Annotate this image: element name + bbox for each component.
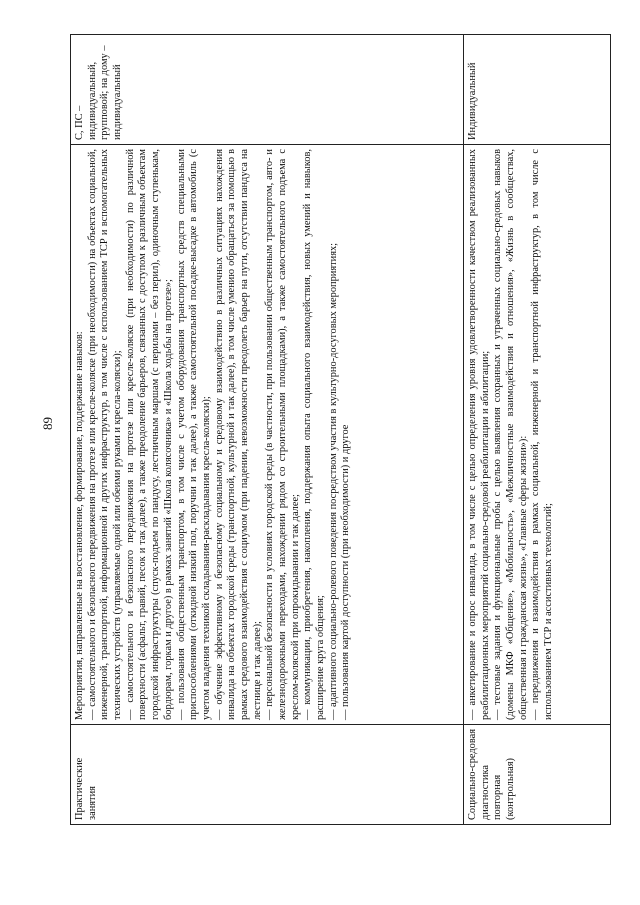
content-line: — коммуникации, приобретения, накопления, поддержания опыта социального взаимодействия, новых умений и навыков, расширение круга общения; (302, 149, 327, 720)
content-cell (71, 145, 464, 725)
content-line: — тестовые задания и функциональные пробы с целью выявления сохранных и утраченных социально-средовых навыков (домены МКФ «Общение», «Мобильность», «Межличностные взаимодействия и отношения», «Жизнь в сообществах, общественная и гражданская жизнь», «Главные сферы жизни»): (492, 149, 529, 720)
content-line: — самостоятельного и безопасного передвижения на протезе или кресле-коляске (при необходимости) по различной поверхности (асфальт, гравий, песок и так далее), а также преодоление барьеров, связанных с доступом к различным объектам городской инфраструктуры (спуск-подъем по пандусу, лестничным маршам (с перилами – без перил), одиночным ступенькам, бордюрам, горкам и другое) в рамках занятий «Школа колясочника» и «Школа ходьбы на протезе»; (124, 149, 174, 720)
content-line: — пользования общественным транспортом, в том числе с учетом оборудования транспортных средств специальными приспособлениями (откидной низкий пол, поручни и так далее), а также самостоятельной посадке-высадке в автомобиль (с учетом владения техникой складывания-раскладывания кресла-коляски); (175, 149, 212, 720)
content-line: — обучение эффективному и безопасному социальному и средовому взаимодействию в различных ситуациях нахождения инвалида на объектах городской среды (транспортной, культурной и так далее), в том числе умению обращаться за помощью в рамках средового взаимодействия с социумом (при падении, невозможности преодолеть барьер на пути, отсутствии пандуса на лестнице и так далее); (213, 149, 263, 720)
content-line: — пользования картой доступности (при необходимости) и другое (340, 424, 352, 720)
form-text: Индивидуальный (467, 62, 478, 140)
content-line: — персональной безопасности в условиях городской среды (в частности, при пользовании общественным транспортом, авто- и железнодорожными переходами, нахождении рядом со строительными площадками), а также самостоятельного подъема с креслом-коляской при опрокидывании и так далее; (264, 149, 301, 720)
content-line: — передвижения и взаимодействия в рамках социальной, инженерной и транспортной инфраструктур, в том числе с использованием ТСР и ассистивных технологий; (530, 149, 555, 720)
content-line: — анкетирование и опрос инвалида, в том числе с целью определения уровня удовлетворенности качеством реализованных реабилитационных мероприятий социально-средовой реабилитации и абилитации; (467, 149, 491, 720)
content-line: — самостоятельного и безопасного передвижения на протезе или кресле-коляске (при необходимости) на объектах социальной, инженерной, транспортной, информационной и других инфраструктур, в том числе с использованием ТСР и вспомогательных технических устройств (управляемые одной или обеими руками и кресла-коляски); (86, 149, 124, 720)
stage-cell (71, 725, 464, 825)
form-text: С, ПС – индивидуальный, групповой; на дому – индивидуальный (74, 45, 124, 140)
form-cell (71, 35, 464, 145)
content-cell (464, 145, 611, 725)
content-line: — адаптивного социально-ролевого поведения посредством участия в культурно-досуговых мероприятиях; (327, 242, 339, 720)
table-row (71, 35, 464, 825)
rehab-program-table (70, 34, 611, 825)
stage-title: Практические занятия (74, 757, 98, 820)
page-number: 89 (40, 417, 55, 430)
table-row (464, 35, 611, 825)
content-line: Мероприятия, направленные на восстановление, формирование, поддержание навыков: (74, 331, 85, 720)
rotated-page (70, 35, 610, 825)
stage-title: Социально-средовая диагностика повторная (контрольная) (467, 728, 517, 820)
stage-cell (464, 725, 611, 825)
form-cell (464, 35, 611, 145)
